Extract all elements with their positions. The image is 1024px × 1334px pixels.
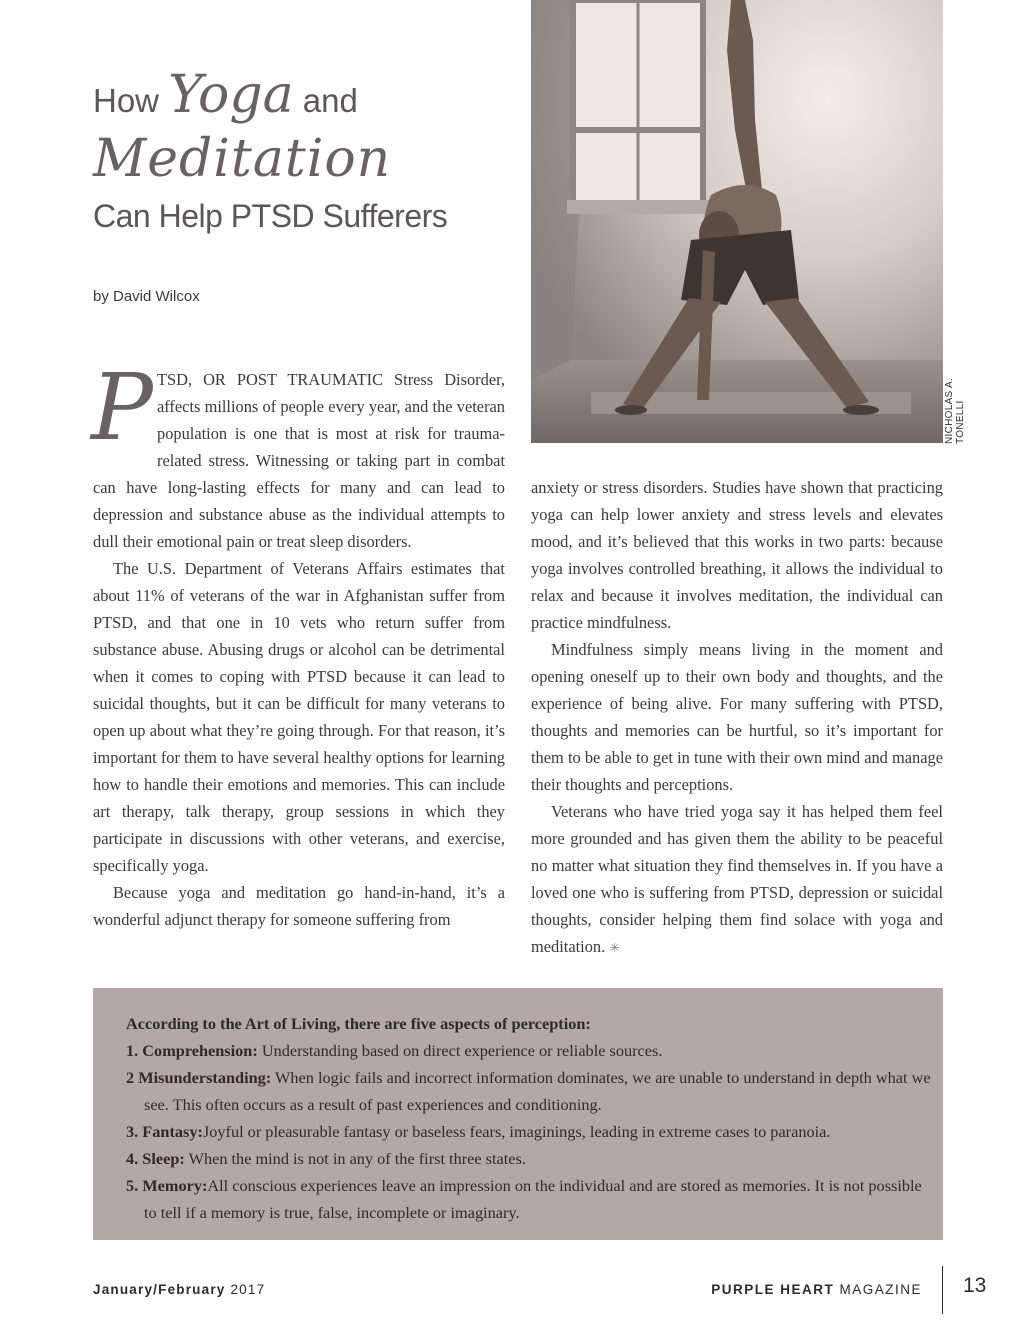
title-and: and [302,82,358,119]
paragraph-5-text: Veterans who have tried yoga say it has helped them feel more grounded and has given them the ability to be peaceful no matter what situation they find themselves in. If you have a loved one who is suffering from PTSD, depression or suicidal thoughts, consider helping them find solace with yoga and meditation. [531,802,943,956]
photo-credit: NICHOLAS A. TONELLI [944,377,966,444]
issue-date: January/February 2017 [93,1282,266,1297]
sidebar-item: 2 Misunderstanding: When logic fails and incorrect information dominates, we are unable to understand in depth what we see. This often occurs as a result of past experiences and conditioning. [126,1068,931,1114]
sidebar-item-term: Misunderstanding: [138,1068,272,1087]
page-footer [93,1274,993,1310]
page-number: 13 [963,1274,987,1297]
title-line-1 [93,65,523,126]
sidebar-item: 5. Memory:All conscious experiences leave an impression on the individual and are stored as memories. It is not possible to tell if a memory is true, false, incomplete or imaginary. [126,1176,922,1222]
title-meditation: Meditation [93,129,392,189]
byline: by David Wilcox [93,288,200,305]
sidebar-item-term: Comprehension: [142,1041,258,1060]
title-subtitle: Can Help PTSD Sufferers [93,198,448,234]
sidebar-item-term: Memory: [142,1176,208,1195]
paragraph-3-continued: anxiety or stress disorders. Studies have shown that practicing yoga can help lower anxiety and stress levels and elevates mood, and it’s believed that this works in two parts: because yoga involves controlled breathing, it allows the individual to relax and because it involves meditation, the individual can practice mindfulness. [531,478,943,632]
paragraph-5 [531,798,943,961]
sidebar-item-text: When the mind is not in any of the first three states. [188,1149,526,1168]
title-how: How [93,82,160,119]
article-title [93,65,523,235]
sidebar-item-term: Fantasy: [142,1122,203,1141]
sidebar-item-text: All conscious experiences leave an impression on the individual and are stored as memories. It is not possible to tell if a memory is true, false, incomplete or imaginary. [144,1176,922,1222]
footer-divider [942,1266,943,1314]
magazine-name: PURPLE HEART MAGAZINE [711,1282,922,1297]
end-mark-icon: ✳ [609,940,621,955]
paragraph-3: Because yoga and meditation go hand-in-hand, it’s a wonderful adjunct therapy for someone suffering from [93,883,505,929]
sidebar-item-term: Sleep: [142,1149,185,1168]
sidebar-item: 1. Comprehension: Understanding based on direct experience or reliable sources. [126,1041,663,1060]
sidebar-item-text: Joyful or pleasurable fantasy or baseless fears, imaginings, leading in extreme cases to paranoia. [202,1122,831,1141]
article-column-left [91,354,505,933]
sidebar-heading: According to the Art of Living, there are five aspects of perception: [126,1014,591,1033]
paragraph-1: TSD, OR POST TRAUMATIC Stress Disorder, affects millions of people every year, and the veteran population is one that is most at risk for trauma-related stress. Witnessing or taking part in combat can have long-lasting effects for many and can lead to depression and substance abuse as the individual attempts to dull their emotional pain or treat sleep disorders. [93,370,505,551]
yoga-pose-photo [531,0,943,443]
paragraph-2: The U.S. Department of Veterans Affairs estimates that about 11% of veterans of the war in Afghanistan suffer from PTSD, and that one in 10 vets who return suffer from substance abuse. Abusing drugs or alcohol can be detrimental when it comes to coping with PTSD because it can lead to suicidal thoughts, but it can be difficult for many veterans to open up about what they’re going through. For that reason, it’s important for them to have several healthy options for learning how to handle their emotions and memories. This can include art therapy, talk therapy, group sessions in which they participate in discussions with other veterans, and exercise, specifically yoga. [93,559,505,875]
sidebar-item: 3. Fantasy:Joyful or pleasurable fantasy or baseless fears, imaginings, leading in extreme cases to paranoia. [126,1122,831,1141]
sidebar-item: 4. Sleep: When the mind is not in any of the first three states. [126,1149,526,1168]
title-yoga: Yoga [168,65,294,125]
paragraph-4: Mindfulness simply means living in the moment and opening oneself up to their own body and thoughts, and the experience of being alive. For many suffering with PTSD, thoughts and memories can be hurtful, so it’s important for them to be able to get in tune with their own mind and manage their thoughts and perceptions. [531,640,943,794]
sidebar-item-text: When logic fails and incorrect information dominates, we are unable to understand in depth what we see. This often occurs as a result of past experiences and conditioning. [144,1068,931,1114]
sidebar-item-text: Understanding based on direct experience or reliable sources. [261,1041,663,1060]
perception-sidebar [93,988,943,1240]
drop-cap: P [91,354,153,461]
article-column-right [531,474,943,961]
